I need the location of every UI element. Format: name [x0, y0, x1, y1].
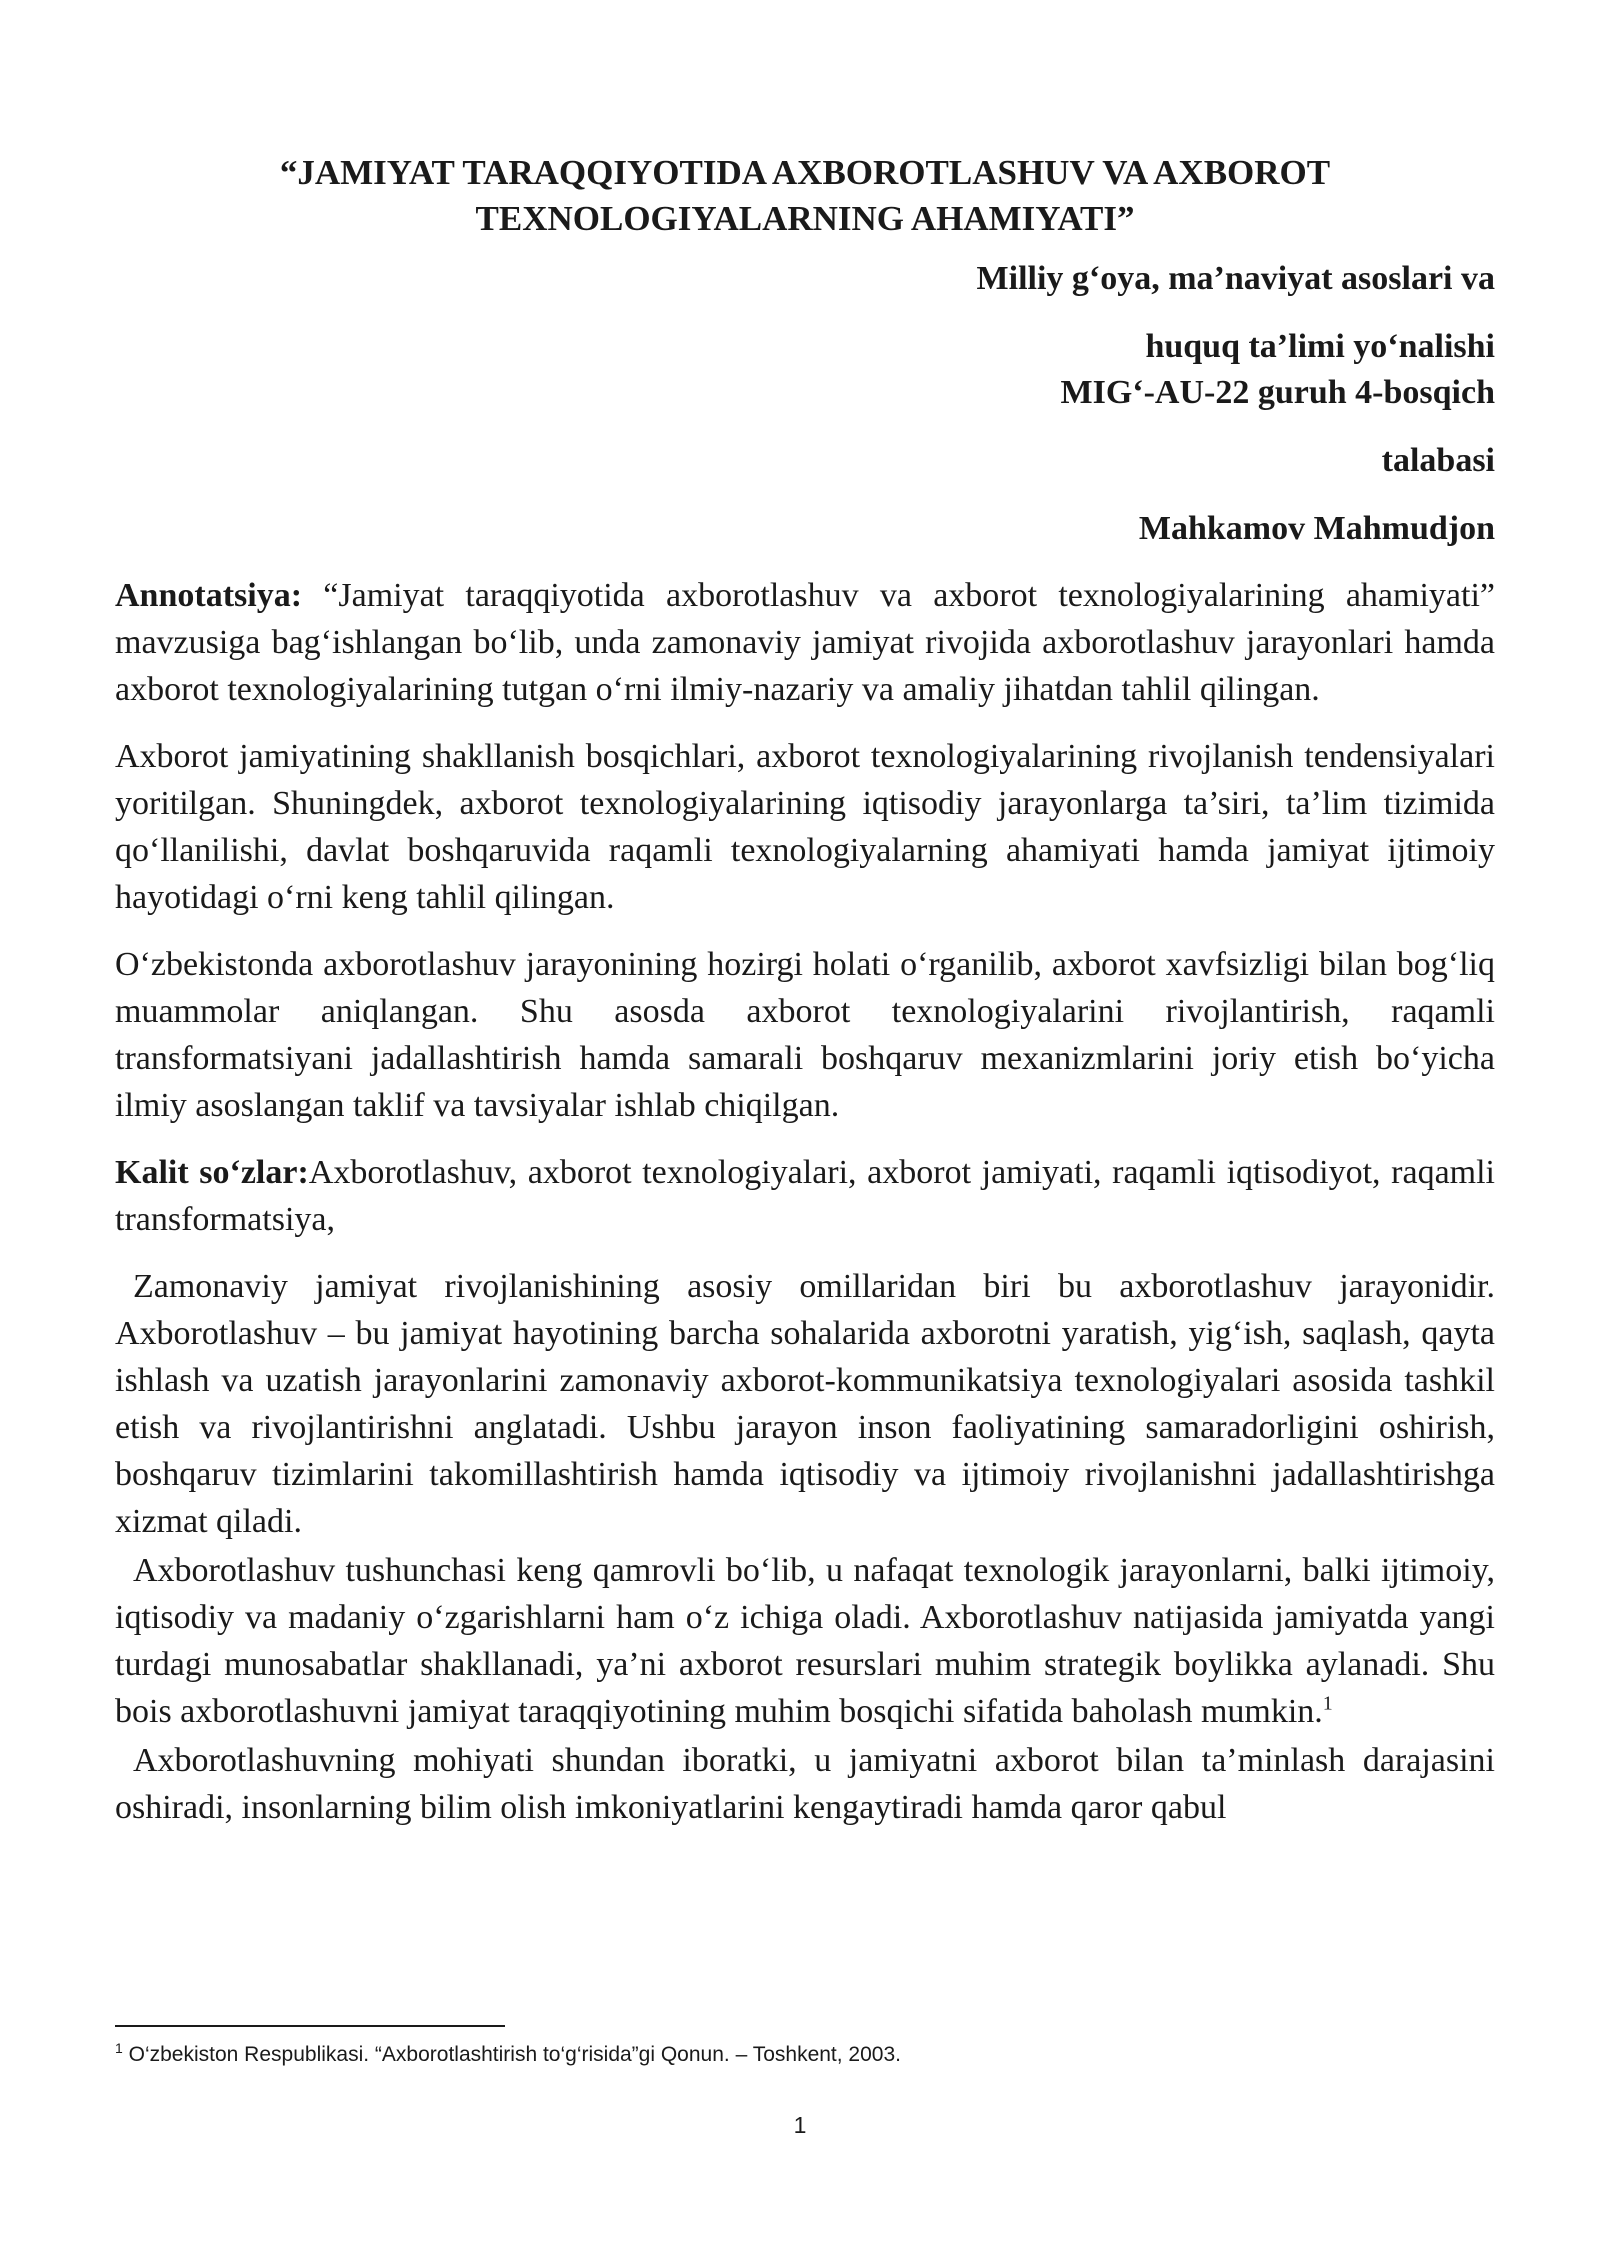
footnote-number: 1 — [115, 2040, 123, 2056]
annotation-paragraph — [115, 572, 1495, 713]
page-content — [115, 150, 1495, 1831]
footnote — [115, 2040, 1495, 2070]
body-paragraph-3: Axborotlashuvning mohiyati shundan iboratki, u jamiyatni axborot bilan ta’minlash darajasini oshiradi, insonlarning bilim olish imkoniyatlarini kengaytiradi hamda qaror qabul — [115, 1742, 1495, 1826]
title-line-1: “JAMIYAT TARAQQIYOTIDA AXBOROTLASHUV VA AXBOROT — [279, 153, 1331, 192]
author-group-line: MIG‘-AU-22 guruh 4-bosqich — [1060, 374, 1495, 411]
keywords-text: Axborotlashuv, axborot texnologiyalari, axborot jamiyati, raqamli iqtisodiyot, raqamli transformatsiya, — [115, 1154, 1495, 1238]
page-number: 1 — [793, 2112, 807, 2138]
body-paragraph-1: Zamonaviy jamiyat rivojlanishining asosiy omillaridan biri bu axborotlashuv jarayonidir. Axborotlashuv – bu jamiyat hayotining barcha sohalarida axborotni yaratish, yig‘ish, saqlash, qayta ishlash va uzatish jarayonlarini zamonaviy axborot-kommunikatsiya texnologiyalari asosida tashkil etish va rivojlantirishni anglatadi. Ushbu jarayon inson faoliyatining samaradorligini oshirish, boshqaruv tizimlarini takomillashtirish hamda iqtisodiy va ijtimoiy rivojlanishni jadallashtirishga xizmat qiladi. — [115, 1268, 1495, 1540]
title-line-2: TEXNOLOGIYALARNING AHAMIYATI” — [475, 199, 1135, 238]
body-paragraph-2 — [115, 1547, 1495, 1735]
annotation-label: Annotatsiya: — [115, 577, 303, 614]
author-program-line-1: Milliy g‘oya, ma’naviyat asoslari va — [976, 260, 1495, 297]
author-role: talabasi — [1381, 442, 1495, 479]
annotation-text: “Jamiyat taraqqiyotida axborotlashuv va axborot texnologiyalarining ahamiyati” mavzusiga bag‘ishlangan bo‘lib, unda zamonaviy jamiyat rivojida axborotlashuv jarayonlari hamda axborot texnologiyalarining tutgan o‘rni ilmiy-nazariy va amaliy jihatdan tahlil qilingan. — [115, 577, 1495, 708]
body-paragraph-2-text: Axborotlashuv tushunchasi keng qamrovli bo‘lib, u nafaqat texnologik jarayonlarni, balki ijtimoiy, iqtisodiy va madaniy o‘zgarishlarni ham o‘z ichiga oladi. Axborotlashuv natijasida jamiyatda yangi turdagi munosabatlar shakllanadi, ya’ni axborot resurslari muhim strategik boylikka aylanadi. Shu bois axborotlashuvni jamiyat taraqqiyotining muhim bosqichi sifatida baholash mumkin. — [115, 1552, 1495, 1730]
footnote-separator — [115, 2025, 505, 2027]
annotation-paragraph-3: O‘zbekistonda axborotlashuv jarayonining hozirgi holati o‘rganilib, axborot xavfsizligi bilan bog‘liq muammolar aniqlangan. Shu asosda axborot texnologiyalarini rivojlantirish, raqamli transformatsiyani jadallashtirish hamda samarali boshqaruv mexanizmlarini joriy etish bo‘yicha ilmiy asoslangan taklif va tavsiyalar ishlab chiqilgan. — [115, 946, 1495, 1124]
footnote-text: O‘zbekiston Respublikasi. “Axborotlashtirish to‘g‘risida”gi Qonun. – Toshkent, 2003. — [122, 2043, 901, 2066]
footnote-reference[interactable]: 1 — [1322, 1692, 1333, 1715]
keywords-paragraph — [115, 1149, 1495, 1243]
paper-title — [115, 150, 1495, 242]
annotation-paragraph-2: Axborot jamiyatining shakllanish bosqichlari, axborot texnologiyalarining rivojlanish tendensiyalari yoritilgan. Shuningdek, axborot texnologiyalarining iqtisodiy jarayonlarga ta’siri, ta’lim tizimida qo‘llanilishi, davlat boshqaruvida raqamli texnologiyalarning ahamiyati hamda jamiyat ijtimoiy hayotidagi o‘rni keng tahlil qilingan. — [115, 738, 1495, 916]
author-block — [115, 256, 1495, 552]
author-program-line-2: huquq ta’limi yo‘nalishi — [1145, 328, 1495, 365]
author-name: Mahkamov Mahmudjon — [1138, 510, 1495, 547]
keywords-label: Kalit so‘zlar: — [115, 1154, 309, 1191]
